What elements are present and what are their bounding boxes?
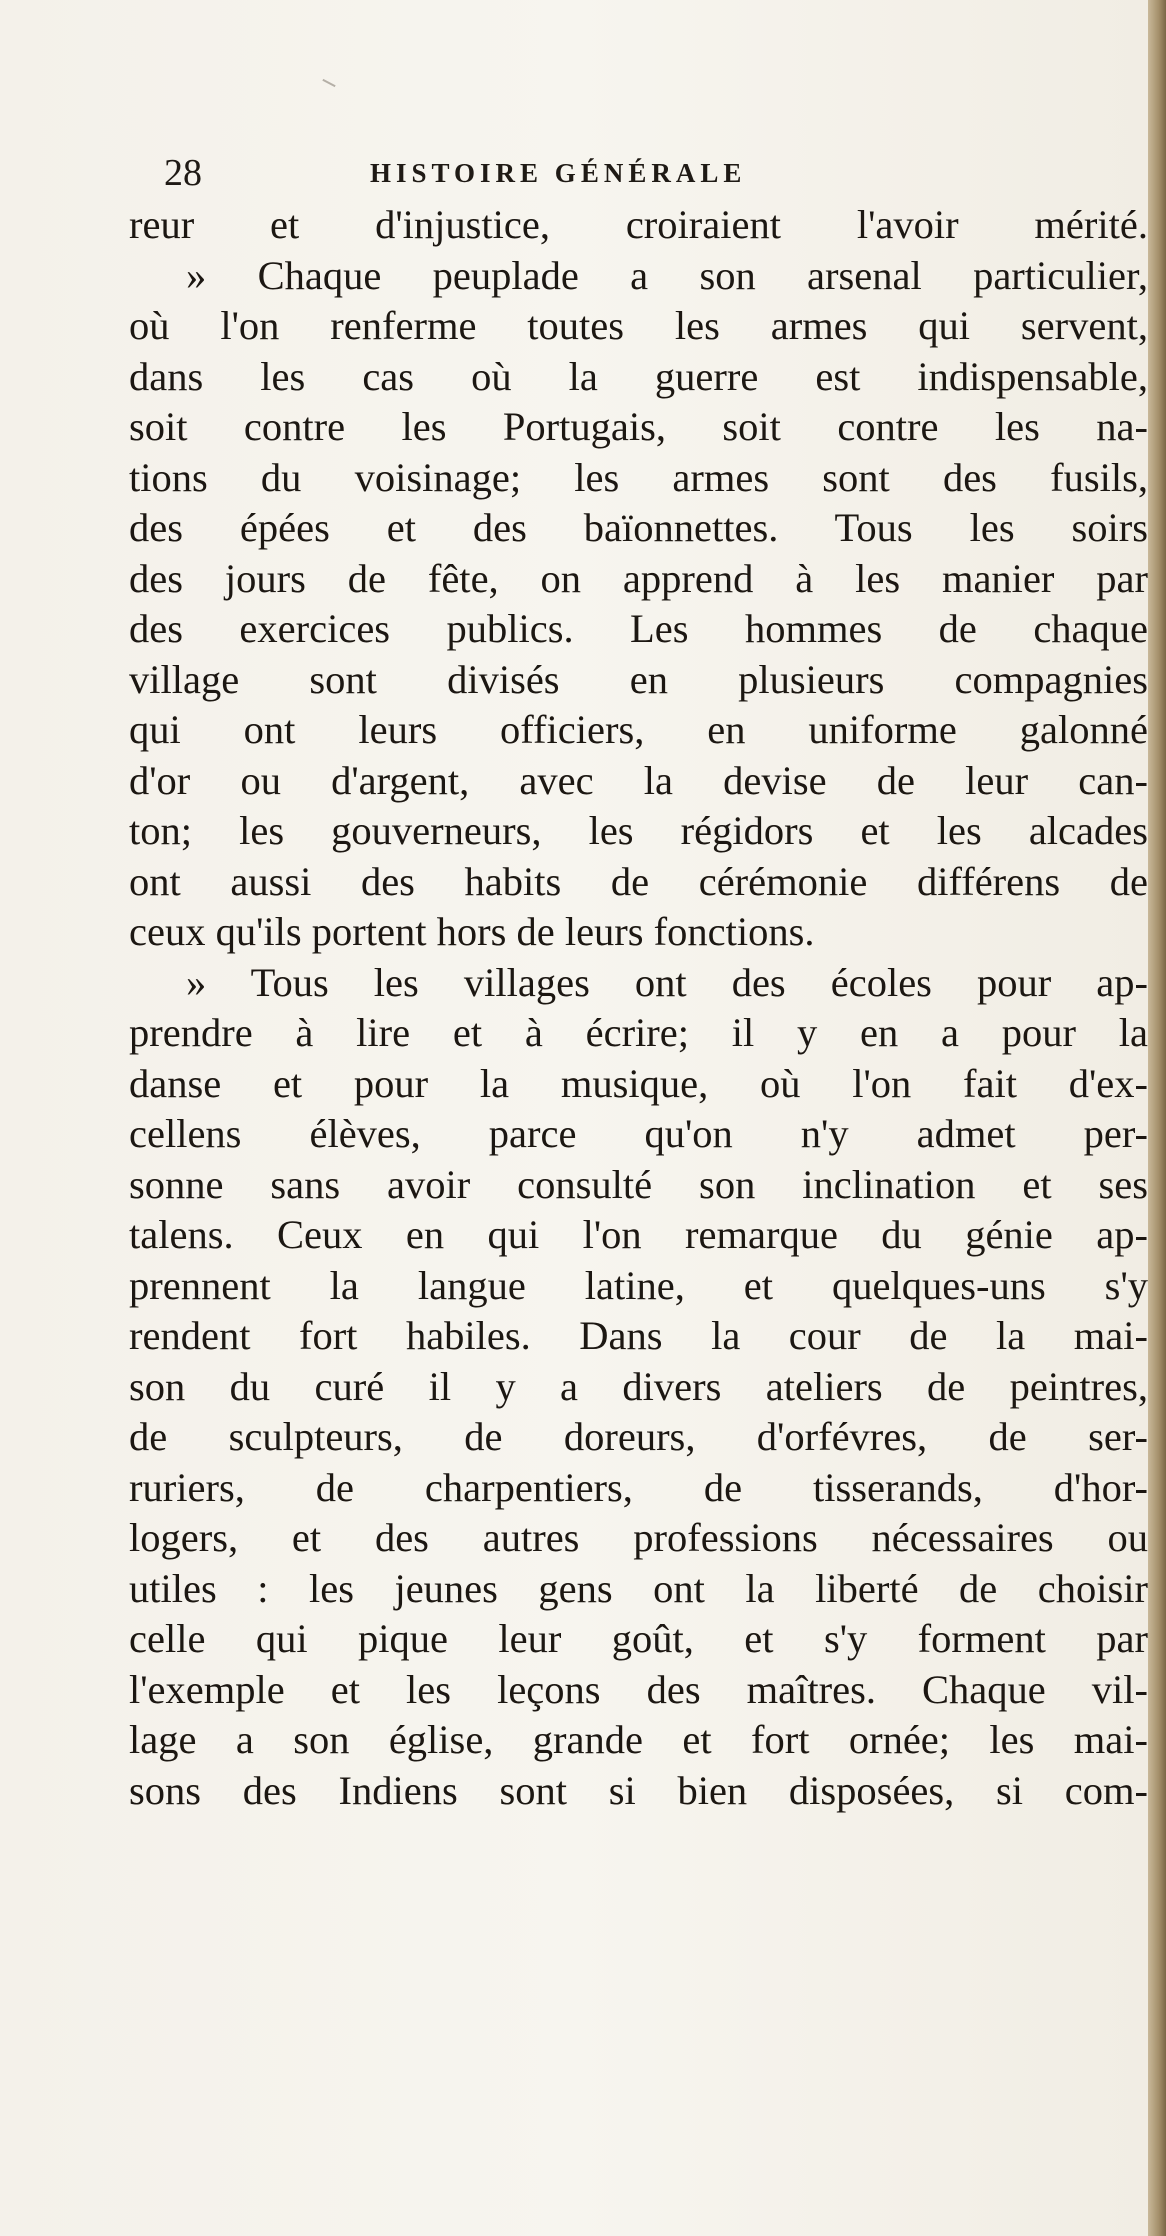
text-line: l'exemple et les leçons des maîtres. Chaque vil-: [129, 1666, 1148, 1712]
body-text: [129, 200, 1148, 1816]
text-line: ont aussi des habits de cérémonie différens de: [129, 858, 1148, 904]
text-line: celle qui pique leur goût, et s'y forment par: [129, 1616, 1148, 1661]
text-line: son du curé il y a divers ateliers de peintres,: [129, 1363, 1148, 1409]
text-line: des exercices publics. Les hommes de chaque: [129, 606, 1148, 651]
text-line: des épées et des baïonnettes. Tous les soirs: [129, 505, 1148, 550]
text-line: d'or ou d'argent, avec la devise de leur can-: [129, 757, 1148, 803]
text-line: » Chaque peuplade a son arsenal particulier,: [186, 252, 1148, 298]
paper-blemish: [322, 79, 335, 87]
text-line: où l'on renferme toutes les armes qui servent,: [129, 303, 1148, 348]
text-line: ton; les gouverneurs, les régidors et les alcades: [129, 808, 1148, 853]
text-line: danse et pour la musique, où l'on fait d'ex-: [129, 1060, 1148, 1106]
page-number: 28: [164, 152, 202, 194]
text-line: soit contre les Portugais, soit contre les na-: [129, 404, 1148, 449]
text-line: village sont divisés en plusieurs compagnies: [129, 656, 1148, 702]
text-line: lage a son église, grande et fort ornée; les mai-: [129, 1717, 1148, 1762]
page-edge: [1148, 0, 1166, 2236]
text-line: prendre à lire et à écrire; il y en a pour la: [129, 1010, 1148, 1055]
text-line: des jours de fête, on apprend à les manier par: [129, 555, 1148, 601]
text-line: prennent la langue latine, et quelques-uns s'y: [129, 1262, 1148, 1308]
text-line: ceux qu'ils portent hors de leurs fonctions.: [129, 909, 815, 954]
text-line: cellens élèves, parce qu'on n'y admet per-: [129, 1111, 1148, 1156]
text-line: sons des Indiens sont si bien disposées, si com-: [129, 1767, 1148, 1813]
text-line: talens. Ceux en qui l'on remarque du génie ap-: [129, 1212, 1148, 1257]
text-line: logers, et des autres professions nécessaires ou: [129, 1515, 1148, 1560]
text-line: ruriers, de charpentiers, de tisserands, d'hor-: [129, 1464, 1148, 1510]
text-line: qui ont leurs officiers, en uniforme galonné: [129, 707, 1148, 752]
text-line: dans les cas où la guerre est indispensable,: [129, 353, 1148, 399]
text-line: de sculpteurs, de doreurs, d'orfévres, de ser-: [129, 1414, 1148, 1459]
text-line: » Tous les villages ont des écoles pour ap-: [186, 959, 1148, 1005]
running-header: [164, 143, 1154, 203]
text-line: reur et d'injustice, croiraient l'avoir mérité.: [129, 202, 1148, 247]
text-line: utiles : les jeunes gens ont la liberté de choisir: [129, 1565, 1148, 1611]
text-line: sonne sans avoir consulté son inclination et ses: [129, 1161, 1148, 1207]
text-line: tions du voisinage; les armes sont des fusils,: [129, 454, 1148, 500]
running-title: HISTOIRE GÉNÉRALE: [370, 158, 747, 188]
text-line: rendent fort habiles. Dans la cour de la mai-: [129, 1313, 1148, 1358]
